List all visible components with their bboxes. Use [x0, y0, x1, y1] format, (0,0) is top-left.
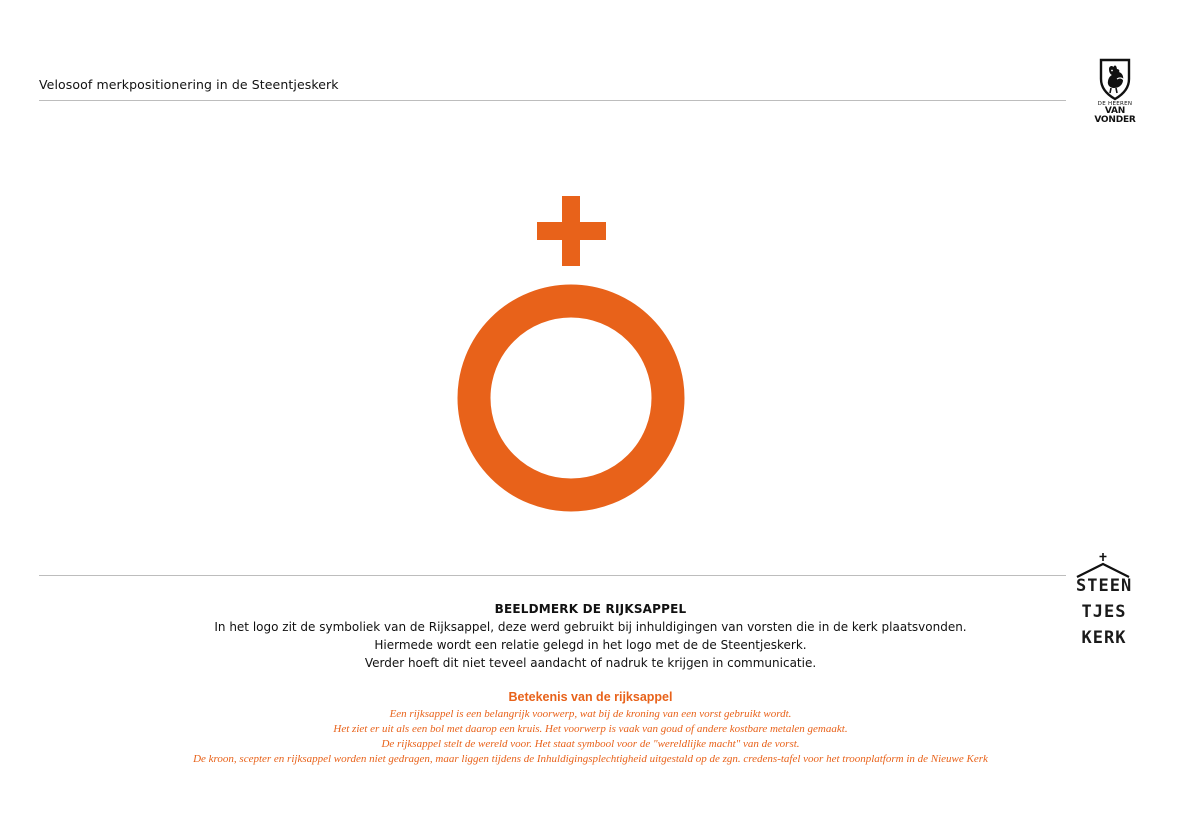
caption-title: BEELDMERK DE RIJKSAPPEL — [494, 602, 687, 616]
meaning-line: De rijksappel stelt de wereld voor. Het staat symbool voor de "wereldlijke macht" van de vorst. — [381, 738, 800, 750]
brand-logo-line1: DE HEEREN — [1097, 101, 1133, 107]
document-title: Velosoof merkpositionering in de Steentjeskerk — [39, 77, 339, 92]
orb-ring — [474, 301, 668, 495]
brand-logo-de-heeren-van-vonder — [1084, 57, 1146, 125]
cross-horizontal-bar — [537, 222, 606, 240]
brand-logo-line2: VAN VONDER — [1094, 106, 1136, 125]
orb-with-cross-icon — [474, 196, 668, 495]
meaning-line: Het ziet er uit als een bol met daarop een kruis. Het voorwerp is vaak van goud of andere kostbare metalen gemaakt. — [333, 723, 848, 735]
rooster-shield-icon — [1098, 57, 1132, 101]
caption-line: Verder hoeft dit niet teveel aandacht of nadruk te krijgen in communicatie. — [364, 656, 817, 670]
cross-vertical-bar — [562, 196, 580, 266]
meaning-line: Een rijksappel is een belangrijk voorwerp, wat bij de kroning van een vorst gebruikt wordt. — [389, 708, 792, 720]
caption-line: Hiermede wordt een relatie gelegd in het logo met de de Steentjeskerk. — [374, 638, 807, 652]
bottom-divider — [39, 575, 1066, 576]
meaning-line: De kroon, scepter en rijksappel worden niet gedragen, maar liggen tijdens de Inhuldigingsplechtigheid uitgestald op de zgn. credens-tafel voor het troonplatform in de Nieuwe Kerk — [193, 753, 988, 765]
meaning-title: Betekenis van de rijksappel — [508, 690, 673, 704]
caption-line: In het logo zit de symboliek van de Rijksappel, deze werd gebruikt bij inhuldigingen van vorsten die in de kerk plaatsvonden. — [214, 620, 967, 634]
church-logo-word-3: KERK — [1081, 628, 1127, 648]
church-logo-word-2: TJES — [1081, 602, 1127, 622]
church-logo-word-1: STEEN — [1076, 576, 1133, 596]
top-divider — [39, 100, 1066, 101]
